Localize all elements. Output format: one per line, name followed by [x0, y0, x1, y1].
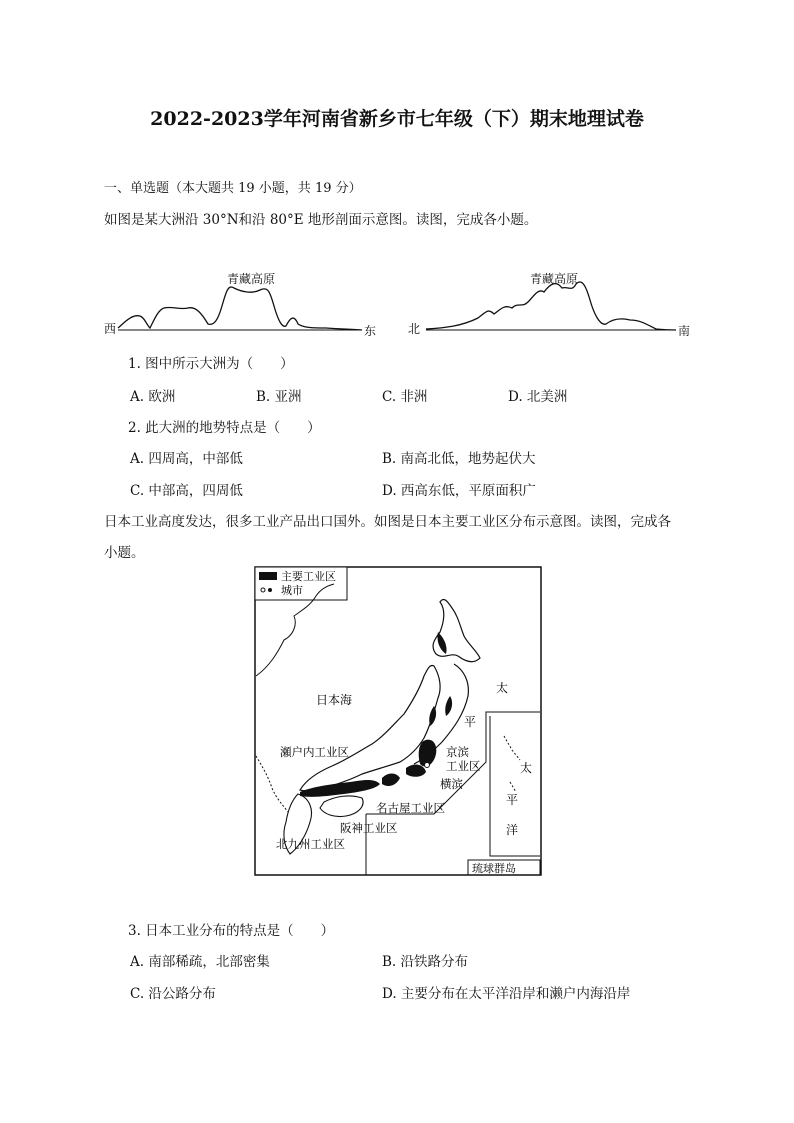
- profile-right-peak-label: 青藏高原: [530, 272, 579, 286]
- q3-option-d[interactable]: D. 主要分布在太平洋沿岸和濑户内海沿岸: [382, 986, 631, 1002]
- q1-option-b[interactable]: B. 亚洲: [256, 389, 302, 405]
- kitakyushu-label: 北九州工业区: [276, 837, 345, 851]
- q1-stem: 1. 图中所示大洲为（ ）: [128, 356, 294, 372]
- pacific-label-col2-1: 太: [520, 761, 533, 775]
- profile-left-peak-label: 青藏高原: [227, 272, 276, 286]
- profile-south-label: 南: [678, 324, 691, 338]
- legend-industrial-swatch: [259, 572, 277, 580]
- profile-north-south: [408, 271, 690, 338]
- pacific-label-2: 平: [464, 715, 477, 729]
- q3-option-c[interactable]: C. 沿公路分布: [130, 986, 216, 1002]
- yokohama-city-symbol: [425, 763, 430, 768]
- map-legend: [255, 567, 347, 600]
- pacific-label-col2-2: 平: [506, 793, 519, 807]
- q1-option-c[interactable]: C. 非洲: [382, 389, 428, 405]
- setouchi-label: 瀬户内工业区: [280, 745, 349, 759]
- legend-city-label: 城市: [281, 584, 303, 597]
- pacific-label-col2-3: 洋: [506, 823, 519, 837]
- profile-north-label: 北: [408, 322, 421, 336]
- ryukyu-label: 琉球群岛: [472, 862, 516, 875]
- q2-option-a[interactable]: A. 四周高，中部低: [130, 451, 243, 467]
- q1-option-d[interactable]: D. 北美洲: [508, 389, 568, 405]
- q1-option-a[interactable]: A. 欧洲: [130, 389, 176, 405]
- q2-option-b[interactable]: B. 南高北低，地势起伏大: [382, 451, 536, 467]
- q2-option-d[interactable]: D. 西高东低，平原面积广: [382, 483, 536, 499]
- intro-text-2-line1: 日本工业高度发达，很多工业产品出口国外。如图是日本主要工业区分布示意图。读图，完成各: [104, 514, 671, 530]
- page-title: 2022-2023学年河南省新乡市七年级（下）期末地理试卷: [150, 108, 644, 130]
- nagoya-label: 名古屋工业区: [376, 801, 445, 815]
- keihin-label-1: 京滨: [446, 745, 469, 759]
- q3-stem: 3. 日本工业分布的特点是（ ）: [128, 923, 335, 939]
- intro-text-2-line2: 小题。: [104, 545, 145, 561]
- keihin-label-2: 工业区: [446, 759, 481, 773]
- terrain-profiles-figure: [100, 262, 700, 342]
- section-heading: 一、单选题（本大题共 19 小题，共 19 分）: [104, 181, 362, 196]
- q2-option-c[interactable]: C. 中部高，四周低: [130, 483, 243, 499]
- intro-text-1: 如图是某大洲沿 30°N和沿 80°E 地形剖面示意图。读图，完成各小题。: [104, 212, 538, 228]
- pacific-label-1: 太: [496, 681, 509, 695]
- q3-option-b[interactable]: B. 沿铁路分布: [382, 954, 469, 970]
- japan-industrial-map: [254, 566, 544, 878]
- sea-of-japan-label: 日本海: [316, 693, 353, 707]
- q3-option-a[interactable]: A. 南部稀疏，北部密集: [130, 954, 270, 970]
- profile-east-label: 东: [364, 324, 377, 338]
- legend-industrial-label: 主要工业区: [281, 570, 336, 583]
- yokohama-label: 横滨: [440, 777, 463, 791]
- profile-west-label: 西: [104, 322, 117, 336]
- hanshin-label: 阪神工业区: [340, 821, 398, 835]
- profile-west-east: [104, 271, 376, 338]
- q2-stem: 2. 此大洲的地势特点是（ ）: [128, 420, 321, 436]
